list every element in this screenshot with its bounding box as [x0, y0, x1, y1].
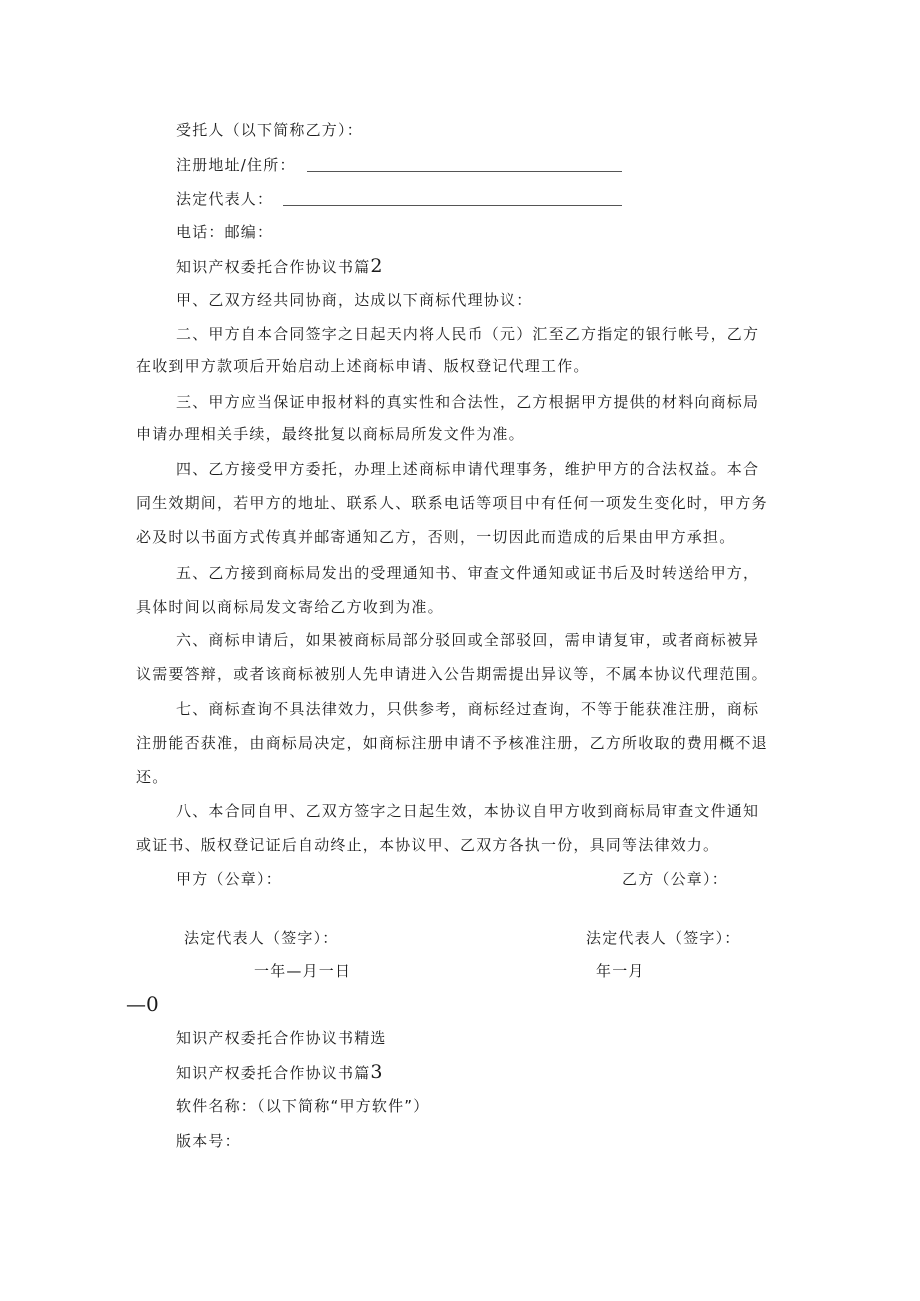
software-name-line: 软件名称：（以下简称“甲方软件”） [176, 1097, 430, 1115]
clause-line: 在收到甲方款项后开始启动上述商标申请、版权登记代理工作。 [136, 357, 590, 375]
clause-line: 同生效期间，若甲方的地址、联系人、联系电话等项目中有任何一项发生变化时，甲方务 [136, 494, 768, 512]
party-a-date: 一年—月一日 [254, 962, 352, 980]
address-label: 注册地址/住所： [176, 156, 296, 174]
version-line: 版本号： [176, 1132, 241, 1150]
party-b-rep: 法定代表人（签字）： [586, 929, 741, 947]
clause-line: 四、乙方接受甲方委托，办理上述商标申请代理事务，维护甲方的合法权益。本合 [176, 460, 760, 478]
section3-selected-title: 知识产权委托合作协议书精选 [176, 1029, 387, 1047]
clause-line: 六、商标申请后，如果被商标局部分驳回或全部驳回，需申请复审，或者商标被异 [176, 631, 760, 649]
clause-line: 申请办理相关手续，最终批复以商标局所发文件为准。 [136, 425, 525, 443]
party-b-seal: 乙方（公章）： [622, 870, 728, 888]
legal-rep-underline [283, 205, 622, 206]
section2-intro: 甲、乙双方经共同协商，达成以下商标代理协议： [176, 291, 533, 309]
party-b-date: 年一月 [596, 962, 645, 980]
page-marker: —0 [126, 992, 159, 1016]
clause-line: 三、甲方应当保证申报材料的真实性和合法性，乙方根据甲方提供的材料向商标局 [176, 393, 760, 411]
section2-title-number: 2 [370, 255, 383, 277]
section3-title [176, 1062, 383, 1083]
clause-line: 还。 [136, 768, 169, 786]
clause-line: 或证书、版权登记证后自动终止，本协议甲、乙双方各执一份，具同等法律效力。 [136, 836, 720, 854]
clause-line: 必及时以书面方式传真并邮寄通知乙方，否则，一切因此而造成的后果由甲方承担。 [136, 528, 736, 546]
clause-line: 七、商标查询不具法律效力，只供参考，商标经过查询，不等于能获准注册，商标 [176, 700, 760, 718]
legal-rep-label: 法定代表人： [176, 190, 274, 208]
party-a-seal: 甲方（公章）： [176, 870, 282, 888]
phone-zip-line: 电话：邮编： [176, 223, 274, 241]
clause-line: 五、乙方接到商标局发出的受理通知书、审查文件通知或证书后及时转送给甲方， [176, 564, 760, 582]
section2-title [176, 256, 383, 277]
section3-title-text: 知识产权委托合作协议书篇 [176, 1064, 371, 1082]
address-underline [307, 171, 622, 172]
clause-line: 具体时间以商标局发文寄给乙方收到为准。 [136, 598, 444, 616]
trustee-line: 受托人（以下简称乙方）： [176, 121, 363, 139]
party-a-rep: 法定代表人（签字）： [184, 929, 339, 947]
section3-title-number: 3 [370, 1061, 383, 1083]
clause-line: 八、本合同自甲、乙双方签字之日起生效，本协议自甲方收到商标局审查文件通知 [176, 802, 760, 820]
clause-line: 注册能否获准，由商标局决定，如商标注册申请不予核准注册，乙方所收取的费用概不退 [136, 734, 768, 752]
clause-line: 二、甲方自本合同签字之日起天内将人民币（元）汇至乙方指定的银行帐号，乙方 [176, 325, 760, 343]
section2-title-text: 知识产权委托合作协议书篇 [176, 258, 371, 276]
clause-line: 议需要答辩，或者该商标被别人先申请进入公告期需提出异议等，不属本协议代理范围。 [136, 665, 768, 683]
